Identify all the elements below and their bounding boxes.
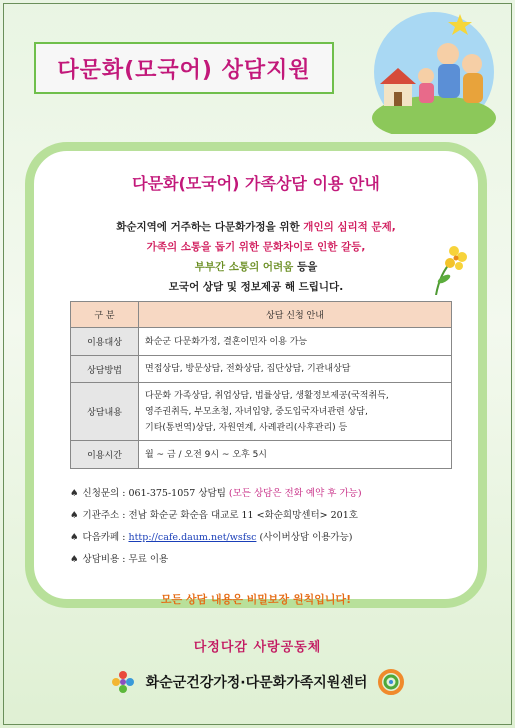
row-label: 이용대상 <box>71 328 139 356</box>
table-header-row <box>71 302 452 328</box>
cafe-link[interactable]: http://cafe.daum.net/wsfsc <box>128 532 257 543</box>
detail-text: 전남 화순군 화순읍 대교로 11 <화순희망센터> 201호 <box>128 510 358 521</box>
detail-text: 061-375-1057 상담팀 <box>128 488 229 499</box>
confidentiality-notice: 모든 상담 내용은 비밀보장 원칙입니다! <box>160 593 352 606</box>
detail-address <box>70 505 362 527</box>
banner-title: 다문화(모국어) 상담지원 <box>57 57 311 83</box>
spade-bullet-icon: ♠ <box>70 510 79 521</box>
detail-label: 기관주소 : <box>82 510 129 521</box>
row-label: 이용시간 <box>71 441 139 469</box>
detail-text: (사이버상담 이용가능) <box>256 532 353 543</box>
detail-note: (모든 상담은 전화 예약 후 가능) <box>228 488 362 499</box>
intro-line4: 모국어 상담 및 정보제공 해 드립니다. <box>168 281 344 293</box>
row-value: 월 ~ 금 / 오전 9시 ~ 오후 5시 <box>139 441 452 469</box>
detail-label: 신청문의 : <box>82 488 129 499</box>
table-row <box>71 356 452 383</box>
intro-line1-a: 화순지역에 거주하는 다문화가정을 위한 <box>116 221 304 233</box>
footer-center-name: 화순군건강가정·다문화가족지원센터 <box>145 675 368 691</box>
row-value-line: 기타(통번역)상담, 자원연계, 사례관리(사후관리) 등 <box>145 422 348 433</box>
info-table <box>70 301 452 469</box>
intro-text <box>34 217 478 297</box>
detail-text: 무료 이용 <box>128 554 169 565</box>
flower-icon <box>426 239 470 295</box>
table-row <box>71 328 452 356</box>
row-label: 상담내용 <box>71 383 139 441</box>
intro-line1-b: 개인의 심리적 문제, <box>303 221 396 233</box>
contact-details <box>70 483 362 571</box>
spade-bullet-icon: ♠ <box>70 554 79 565</box>
detail-label: 상담비용 : <box>82 554 129 565</box>
row-value: 화순군 다문화가정, 결혼이민자 이용 가능 <box>139 328 452 356</box>
intro-line3-a: 부부간 소통의 어려움 <box>194 261 294 273</box>
row-value <box>139 383 452 441</box>
detail-label: 다음카페 : <box>82 532 129 543</box>
table-header: 구 분 <box>71 302 139 328</box>
row-label: 상담방법 <box>71 356 139 383</box>
table-row <box>71 441 452 469</box>
spade-bullet-icon: ♠ <box>70 488 79 499</box>
family-logo-icon <box>377 669 405 695</box>
footer <box>0 665 515 699</box>
title-banner <box>34 42 334 94</box>
card-title: 다문화(모국어) 가족상담 이용 안내 <box>132 174 380 193</box>
detail-inquiry <box>70 483 362 505</box>
row-value: 면접상담, 방문상담, 전화상담, 집단상담, 기관내상담 <box>139 356 452 383</box>
table-header: 상담 신청 안내 <box>139 302 452 328</box>
detail-cost <box>70 549 362 571</box>
consultation-info-card <box>25 142 487 608</box>
spade-bullet-icon: ♠ <box>70 532 79 543</box>
family-illustration <box>362 6 502 134</box>
detail-cafe <box>70 527 362 549</box>
row-value-line: 다문화 가족상담, 취업상담, 법률상담, 생활정보제공(국적취득, <box>145 390 389 401</box>
intro-line2: 가족의 소통을 돕기 위한 문화차이로 인한 갈등, <box>146 241 366 253</box>
intro-line3-b: 등을 <box>293 261 318 273</box>
center-logo-icon <box>110 669 136 695</box>
table-row <box>71 383 452 441</box>
slogan: 다정다감 사랑공동체 <box>193 640 322 655</box>
row-value-line: 영주권취득, 부모초청, 자녀입양, 중도입국자녀관련 상담, <box>145 406 368 417</box>
